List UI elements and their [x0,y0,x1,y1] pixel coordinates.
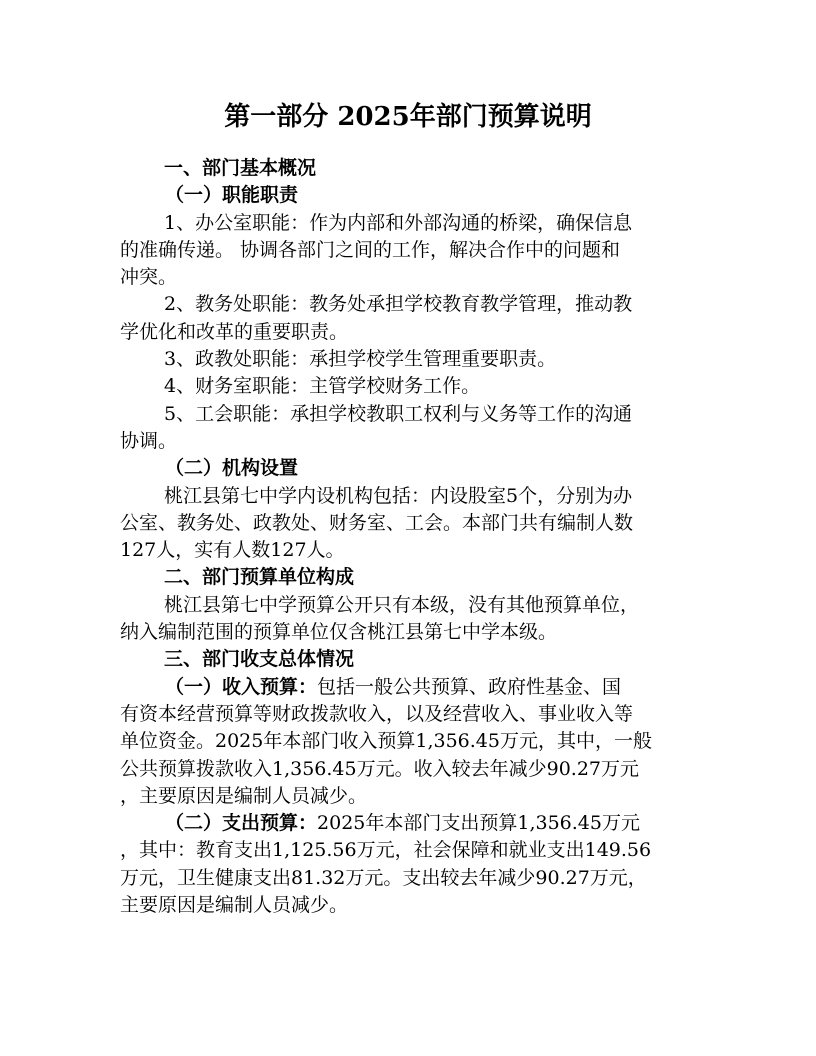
paragraph-line [120,210,690,237]
line-text: 有资本经营预算等财政拨款收入，以及经营收入、事业收入等 [120,702,634,725]
line-text: 3、政教处职能：承担学校学生管理重要职责。 [164,348,557,371]
line-text: 三、部门收支总体情况 [164,648,355,671]
paragraph-line [120,701,690,728]
paragraph-line [120,510,690,537]
paragraph-line [120,537,690,564]
line-text: 2025年本部门支出预算1,356.45万元 [317,812,640,835]
line-text: 包括一般公共预算、政府性基金、国 [317,675,622,698]
line-text: 学优化和改革的重要职责。 [120,320,349,343]
line-text: 2、教务处职能：教务处承担学校教育教学管理，推动教 [164,293,633,316]
paragraph-line [120,346,690,373]
paragraph-line [120,264,690,291]
inline-heading: （一）收入预算： [165,675,318,698]
inline-heading: （二）支出预算： [165,812,318,835]
line-text: 127人，实有人数127人。 [120,539,345,562]
paragraph-line [120,728,690,755]
line-text: 协调。 [120,429,178,452]
line-text: 公共预算拨款收入1,356.45万元。收入较去年减少90.27万元 [120,757,640,780]
paragraph-line [120,892,690,919]
document-body [120,155,690,919]
page-title: 第一部分 2025年部门预算说明 [224,102,592,132]
line-text: ，其中：教育支出1,125.56万元，社会保障和就业支出149.56 [120,839,652,862]
line-text: （二）机构设置 [165,457,299,480]
line-text: 桃江县第七中学内设机构包括：内设股室5个，分别为办 [164,484,633,507]
section-heading [120,564,690,591]
section-heading [120,155,690,182]
line-text: 单位资金。2025年本部门收入预算1,356.45万元，其中，一般 [120,730,652,753]
paragraph-line [120,483,690,510]
paragraph-line [120,319,690,346]
line-text: 纳入编制范围的预算单位仅含桃江县第七中学本级。 [120,621,558,644]
line-text: 主要原因是编制人员减少。 [120,894,349,917]
paragraph-line [120,291,690,318]
section-heading [120,455,690,482]
paragraph-line [120,865,690,892]
paragraph-line [120,674,690,701]
line-text: 1、办公室职能：作为内部和外部沟通的桥梁，确保信息 [164,211,633,234]
paragraph-line [120,837,690,864]
section-heading [120,182,690,209]
paragraph-line [120,619,690,646]
paragraph-line [120,783,690,810]
paragraph-line [120,592,690,619]
section-heading [120,646,690,673]
line-text: 4、财务室职能：主管学校财务工作。 [164,375,481,398]
paragraph-line [120,756,690,783]
paragraph-line [120,401,690,428]
line-text: 冲突。 [120,266,178,289]
line-text: 5、工会职能：承担学校教职工权利与义务等工作的沟通 [164,402,633,425]
line-text: 桃江县第七中学预算公开只有本级，没有其他预算单位， [164,593,640,616]
paragraph-line [120,810,690,837]
line-text: 二、部门预算单位构成 [164,566,355,589]
line-text: 一、部门基本概况 [164,157,317,179]
paragraph-line [120,373,690,400]
line-text: （一）职能职责 [165,184,299,207]
line-text: 的准确传递。 协调各部门之间的工作，解决合作中的问题和 [120,238,621,261]
paragraph-line [120,237,690,264]
line-text: 万元，卫生健康支出81.32万元。支出较去年减少90.27万元， [120,866,647,889]
line-text: 公室、教务处、政教处、财务室、工会。本部门共有编制人数 [120,511,634,534]
paragraph-line [120,428,690,455]
line-text: ，主要原因是编制人员减少。 [120,784,368,807]
